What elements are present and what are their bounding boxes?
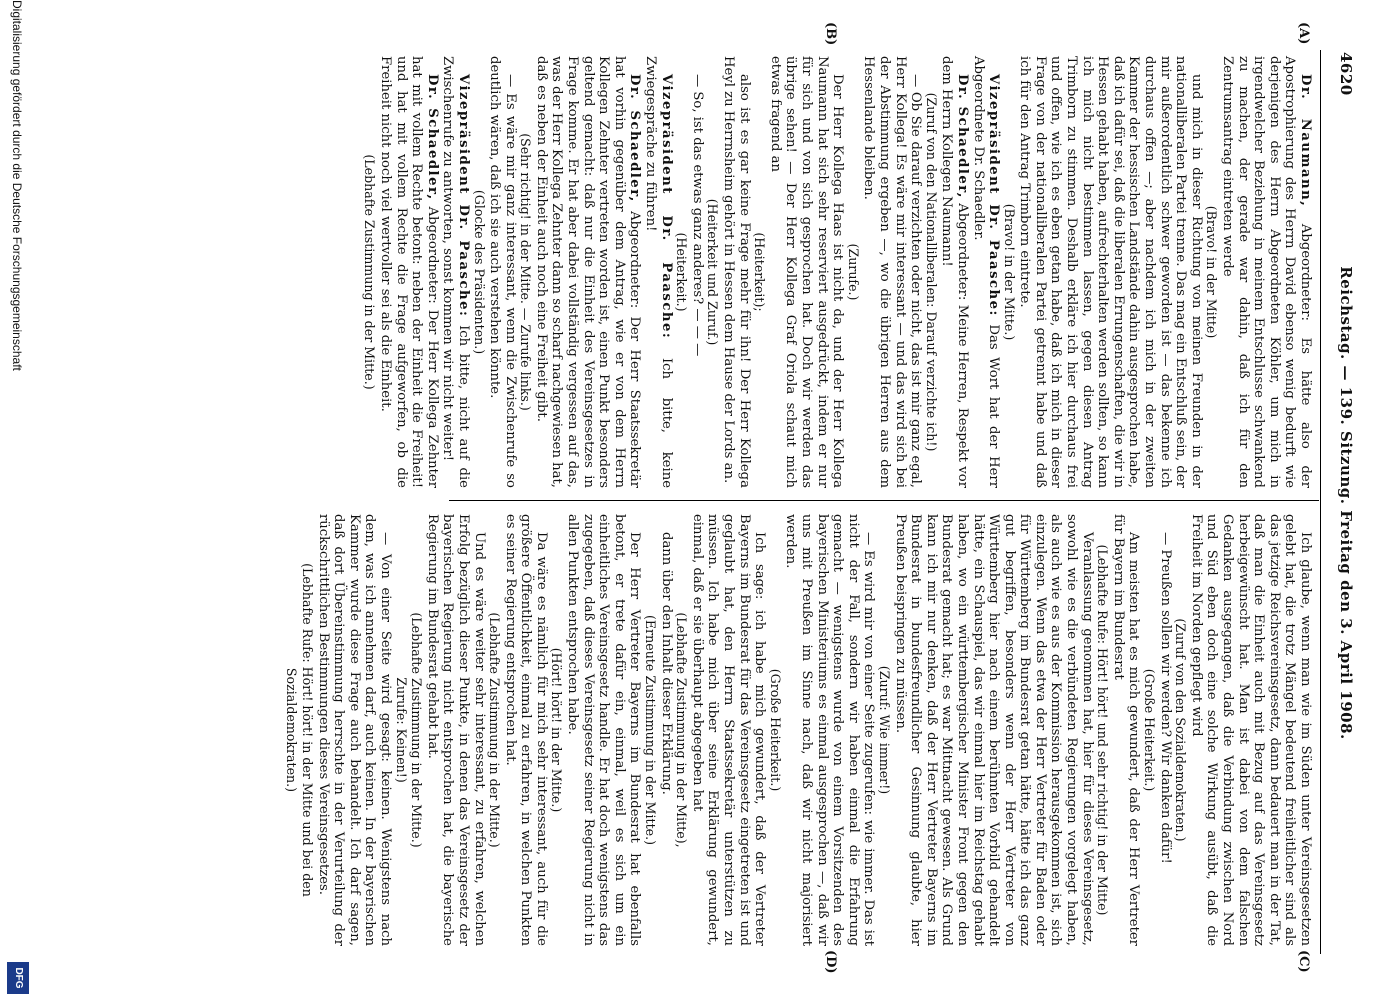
text-paragraph: Der Herr Vertreter Bayerns im Bundesrat hat ebenfalls betont, er trete dafür ein, einmal, weil es sich um ein einheitliches Vereinsgesetz handle. Er hat doch wenigstens das zugegeben, daß dieses Vereinsgesetz seiner Regierung nicht in allen Punkten entsprochen habe.: [565, 514, 643, 946]
speech-text: Ich bitte, nicht auf die Zwischenrufe zu antworten, sonst kommen wir nicht weiter!: [440, 56, 471, 488]
speaker-name: Dr. Schaedler,: [954, 74, 970, 199]
speaker-name: Vizepräsident Dr. Paasche:: [455, 74, 471, 318]
stage-direction: (Lebhafte Zustimmung in der Mitte),: [674, 612, 690, 848]
speech-text: Abgeordneter: Der Herr Kollega Zehnter hat mit vollem Rechte betont: neben der Einheit die Freiheit! und hat mit vollem Rechte die Frage aufgeworfen, ob die Freiheit nicht noch viel wertvoller sei als die Einheit.: [377, 56, 440, 488]
stage-direction: (Zurufe.): [845, 243, 861, 301]
text-paragraph: Da wäre es nämlich für mich sehr interessant, auch für die größere Öffentlichkeit, einmal zu erfahren, in welchen Punkten es seiner Regierung entsprochen hat.: [502, 514, 549, 946]
stage-direction: (Bravo! in der Mitte): [1204, 205, 1220, 339]
stage-direction: (Große Heiterkeit.): [1142, 668, 1158, 792]
footer-strip: [0, 0, 34, 1000]
stage-direction: (Lebhafte Rufe: Hört! hört! und sehr richtig! in der Mitte): [1095, 544, 1111, 916]
stage-direction: Zurufe: Keinen!): [393, 677, 409, 783]
margin-marker-c: (C): [1296, 950, 1311, 973]
text-paragraph: Ich sage: ich habe mich gewundert, daß der Vertreter Bayerns im Bundesrat für das Vereinsgesetz eingetreten ist und geglaubt hat, den Herrn Staatssekretär unterstützen zu müssen. Ich habe mich über seine Erklärung gewundert, einmal, daß er sie überhaupt abgegeben hat: [689, 514, 768, 946]
text-paragraph: Am meisten hat es mich gewundert, daß der Herr Vertreter für Bayern im Bundesrat: [1110, 514, 1142, 946]
text-paragraph: — Es wäre mir ganz interessant, wenn die Zwischenrufe so deutlich wären, daß ich sie auch verstehen könnte.: [487, 56, 518, 488]
stage-direction: (Zuruf von den Sozialdemokraten.): [1173, 618, 1189, 842]
text-paragraph: Und es wäre weiter sehr interessant, zu erfahren, welchen Erfolg bezüglich dieser Punkte, in denen das Vereinsgesetz der bayerischen Regierung nicht entsprochen hat, die bayerische Regierung im Bundesrat gehabt hat.: [424, 514, 487, 946]
stage-direction: (Heiterkeit);: [752, 232, 768, 312]
speaker-name: Vizepräsident Dr. Paasche:: [986, 74, 1002, 317]
text-paragraph: Veranlassung genommen hat, hier für dieses Vereinsgesetz, sowohl wie es die verbündeten Regierungen vorgelegt haben, als auch wie es aus der Kommission herausgekommen ist, sich einzulegen. Wenn das etwa der Herr Vertreter für Baden oder für Württemberg im Bundesrat getan hätte, hätte ich das ganz gut begriffen, besonders wenn der Herr Vertreter von Württemberg hier nach einem berühmten Vorbild gehandelt hätte, ein Schauspiel, das wir einmal hier im Reichstag gehabt haben, wo ein württembergischer Minister Front gegen den Bundesrat gemacht hat; es war Mittnacht gewesen. Als Grund kann ich mir nur denken, daß der Herr Vertreter Bayerns im Bundesrat in bundesfreundlicher Gesinnung glaubte, hier Preußen beispringen zu müssen.: [892, 514, 1095, 946]
margin-marker-d: (D): [823, 950, 838, 974]
stage-direction: (Heiterkeit und Zuruf.): [705, 198, 721, 346]
left-text-column: [362, 56, 1313, 489]
text-paragraph: — Preußen sollen wir werden? Wir danken dafür!: [1157, 532, 1173, 864]
speech-paragraph: [1219, 56, 1313, 488]
header-title: Reichstag. — 139. Sitzung. Freitag den 3. April 1908.: [1337, 266, 1355, 740]
margin-marker-a: (A): [1296, 22, 1311, 45]
stage-direction: (Lebhafte Zustimmung in der Mitte.): [409, 612, 425, 848]
stage-direction: (Hört! hört! in der Mitte.): [549, 647, 565, 813]
stage-direction: (Lebhafte Zustimmung in der Mitte.): [362, 154, 378, 390]
speaker-name: Dr. Schaedler,: [424, 74, 440, 201]
text-paragraph: — Es wird mir von einer Seite zugerufen: wie immer. Das ist nicht der Fall, sondern wir haben einmal die Erfahrung gemacht — wenigstens wurde von einem Vorsitzenden des bayerischen Ministeriums es einmal ausgesprochen —, daß wir uns mit Preußen im Sinne nach, daß wir nicht majorisiert werden.: [783, 514, 877, 946]
text-paragraph: — Von einer Seite wird gesagt: keinen. Wenigstens nach dem, was ich annehmen darf, auch keinen. In der bayerischen Kammer wurde diese Frage auch behandelt. Ich darf sagen, daß dort Übereinstimmung herrschte in der Verurteilung der rückschrittlichen Bestimmungen dieses Vereinsgesetzes.: [315, 514, 393, 946]
speech-text: Das Wort hat der Herr Abgeordnete Dr. Schaedler.: [970, 56, 1002, 489]
speech-paragraph: [440, 56, 471, 488]
stage-direction: (Bravo! in der Mitte.): [1001, 203, 1017, 341]
stage-direction: (Glocke des Präsidenten.): [471, 189, 487, 355]
text-paragraph: also ist es gar keine Frage mehr für ihn! Der Herr Kollega Heyl zu Herrnsheim gehört in Hessen dem Hause der Lords an.: [721, 56, 752, 488]
stage-direction: (Heiterkeit.): [674, 232, 690, 312]
header-rule: [1320, 50, 1321, 954]
speaker-name: Vizepräsident Dr. Paasche:: [658, 74, 674, 340]
text-paragraph: dann über den Inhalt dieser Erklärung.: [658, 532, 674, 795]
column-divider: [449, 500, 1319, 501]
text-paragraph: Ich glaube, wenn man wie im Süden unter Vereinsgesetzen gelebt hat, die trotz Mängel bedeutend freiheitlicher sind als das jetzige Reichsvereinsgesetz, dann bedauert man in der Tat, daß man die Einheit auch mit Bezug auf das Vereinsgesetz herbeigewünscht hat. Man ist dabei von dem falschen Gedanken ausgegangen, daß die Verbindung zwischen Nord und Süd eben doch eine solche Wirkung ausübt, daß die Freiheit im Norden gepflegt wird: [1188, 514, 1313, 946]
stage-direction: (Große Heiterkeit.): [767, 668, 783, 792]
text-paragraph: und mich in dieser Richtung von meinen Freunden in der nationalliberalen Partei trenne. Das mag ein Entschluß sein, der mir außerordentlich schwer geworden ist — das bekenne ich durchaus offen —; aber nachdem ich mich in der zweiten Kammer der hessischen Landstände dahin ausgesprochen habe, daß ich dafür sei, daß die liberalen Errungenschaften, die wir in Hessen gehabt haben, aufrechterhalten werden sollten, so kann ich mich nicht bestimmen lassen, gegen diesen Antrag Trimborn zu stimmen. Deshalb erkläre ich hier durchaus frei und offen, wie ich es eben getan habe, daß ich mich in dieser Frage von der nationalliberalen Partei getrennt habe und daß ich für den Antrag Trimborn eintrete.: [1017, 56, 1204, 488]
speech-text: Abgeordneter: Meine Herren, Respekt vor dem Herrn Kollegen Naumann!: [939, 56, 970, 488]
text-paragraph: — Ob Sie darauf verzichten oder nicht, das ist mir ganz egal, Herr Kollega! Es wäre mir interessant — und das wird sich bei der Abstimmung ergeben —, wo die übrigen Herren aus dem Hessenlande bleiben.: [861, 56, 924, 488]
margin-marker-b: (B): [823, 22, 838, 46]
speech-text: Ich bitte, keine Zwiegespräche zu führen!: [643, 56, 674, 488]
digitization-credit: Digitalisierung gefördert durch die Deutsche Forschungsgemeinschaft: [10, 0, 24, 371]
dfg-logo: DFG: [7, 962, 29, 994]
text-paragraph: — So, ist das etwas ganz anderes? — — —: [689, 74, 705, 357]
stage-direction: (Sehr richtig! in der Mitte. — Zurufe links.): [518, 133, 534, 411]
speech-paragraph: [377, 56, 439, 488]
stage-direction: (Lebhafte Rufe: Hört! hört! in der Mitte und bei den Sozialdemokraten.): [284, 563, 315, 897]
speech-paragraph: [939, 56, 970, 488]
page-number: 4620: [1337, 52, 1355, 96]
speaker-name: Dr. Naumann,: [1298, 74, 1313, 208]
page-header: [1325, 52, 1355, 954]
right-text-column: [284, 514, 1313, 946]
text-paragraph: Der Herr Kollega Haas ist nicht da, und der Herr Kollega Naumann hat sich sehr reserviert ausgedrückt, indem er nur für sich und von sich gesprochen hat. Doch wir werden das übrige sehen! — Der Herr Kollega Graf Oriola schaut mich etwas fragend an: [767, 56, 846, 488]
speech-text: Abgeordneter: Der Herr Staatssekretär hat vorhin gegenüber dem Antrag, wie er von dem Herrn Kollegen Zehnter vertreten worden ist, einen Punkt besonders geltend gemacht: daß nur die Einheit des Vereinsgesetzes in Frage komme. Er hat aber dabei vollständig vergessen auf das, was der Herr Kollega Zehnter dann so scharf nachgewiesen hat, daß es neben der Einheit auch noch eine Freiheit gibt.: [533, 56, 643, 489]
speech-text: Abgeordneter: Es hätte also der Apostrophierung des Herrn David ebenso wenig bedurft wie derjenigen des Herrn Abgeordneten Köhler, um mich in irgendwelcher Beziehung in meinem Entschlusse schwankend zu machen, der gerade war dahin, daß ich für den Zentrumsantrag eintreten werde: [1220, 56, 1313, 489]
stage-direction: (Zuruf: Wie immer!): [876, 665, 892, 795]
speech-paragraph: [533, 56, 642, 488]
speech-paragraph: [642, 56, 673, 488]
speech-paragraph: [970, 56, 1001, 488]
stage-direction: (Lebhafte Zustimmung in der Mitte.): [487, 612, 503, 848]
stage-direction: (Erneute Zustimmung in der Mitte.): [643, 615, 659, 845]
stage-direction: (Zuruf von den Nationalliberalen: Darauf verzichte ich!): [923, 92, 939, 452]
speaker-name: Dr. Schaedler,: [627, 74, 643, 203]
